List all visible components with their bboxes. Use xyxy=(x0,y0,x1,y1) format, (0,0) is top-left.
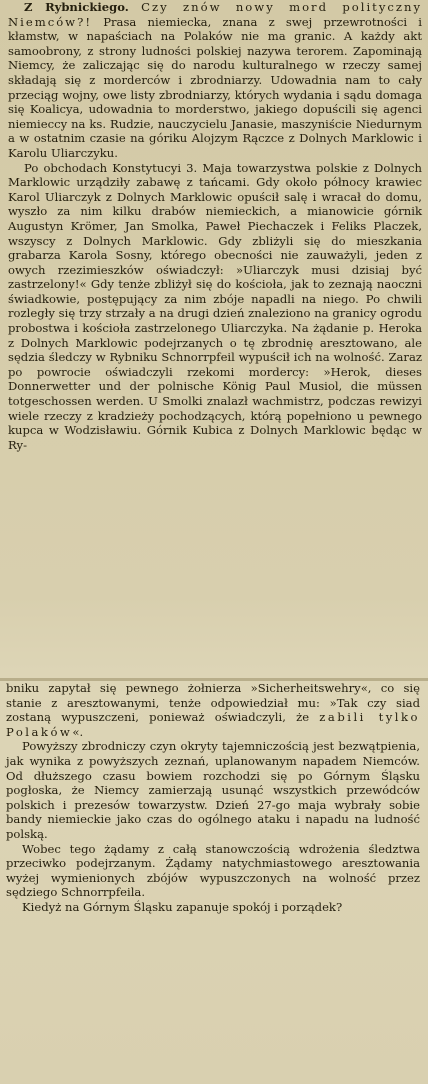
article-column-lower xyxy=(6,681,420,915)
article-spaced-quote: zabili tylko Polaków xyxy=(6,710,420,739)
article-paragraph-2-continued xyxy=(6,681,420,739)
article-paragraph-4: Wobec tego żądamy z całą stanowczością wdrożenia śledztwa przeciwko podejrzanym. Żądamy natychmiastowego aresztowania wyżej wymienionych zbójów wypuszczonych na wolność przez sędziego Schnorrpfeila. xyxy=(6,841,420,900)
article-paragraph-2-cont-text: bniku zapytał się pewnego żołnierza »Sicherheitswehry«, co się stanie z aresztowanymi, tenże odpowiedział mu: »Tak czy siad zostaną wypuszczeni, ponieważ oświadczyli, że xyxy=(6,681,420,725)
article-quote-end: «. xyxy=(72,724,84,739)
article-lead-question: Czy znów nowy mord polityczny Niemców?! xyxy=(8,0,423,29)
article-lead-heading: Z Rybnickiego. xyxy=(24,0,129,14)
article-paragraph-2: Po obchodach Konstytucyi 3. Maja towarzystwa polskie z Dolnych Marklowic urządziły zabawę z tańcami. Gdy około północy krawiec Karol Uliarczyk z Dolnych Marklowic opuścił salę i wracał do domu, wyszło za nim kilku drabów niemieckich, a mianowicie górnik Augustyn Krömer, Jan Smolka, Paweł Piechaczek i Feliks Placzek, wszyscy z Dolnych Marklowic. Gdy zbliżyli się do mieszkania grabarza Karola Sosny, którego obecności nie zauważyli, jeden z owych rzezimieszków oświadczył: »Uliarczyk musi dzisiaj być zastrzelony!« Gdy tenże zbliżył się do kościoła, jak to zeznają naoczni świadkowie, postępujący za nim zbóje napadli na niego. Po chwili rozległy się trzy strzały a na drugi dzień znaleziono na granicy ogrodu probostwa i kościoła zastrzelonego Uliarczyka. Na żądanie p. Heroka z Dolnych Marklowic podejrzanych o tę zbrodnię aresztowano, ale sędzia śledczy w Rybniku Schnorrpfeil wypuścił ich na wolność. Zaraz po powrocie oświadczyli rzekomi mordercy: »Herok, dieses Donnerwetter und der polnische König Paul Musiol, die müssen totgeschossen werden. U Smolki znalazł wachmistrz, podczas rewizyi wiele rzeczy z kradzieży pochodzących, którą popełniono u pewnego kupca w Wodzisławiu. Górnik Kubica z Dolnych Marklowic będąc w Ry- xyxy=(8,160,422,452)
article-paragraph-3: Powyższy zbrodniczy czyn okryty tajemniczością jest bezwątpienia, jak wynika z powyższych zeznań, uplanowanym napadem Niemców. Od dłuższego czasu bowiem rozchodzi się po Górnym Śląsku pogłoska, że Niemcy zamierzają usunąć wszystkich przewódców polskich i prezesów towarzystw. Dzień 27-go maja wybrały sobie bandy niemieckie jako czas do ogólnego ataku i napadu na ludność polską. xyxy=(6,739,420,841)
article-paragraph-1 xyxy=(8,0,422,161)
article-column-upper xyxy=(8,0,422,452)
article-paragraph-1-text: Prasa niemiecka, znana z swej przewrotności i kłamstw, w napaściach na Polaków nie ma granic. A każdy akt samoobrony, z strony ludności polskiej nazywa terorem. Zapominają Niemcy, że zaliczając się do narodu kulturalnego w rzeczy samej składają się z morderców i zbrodniarzy. Udowadnia nam to cały przeciąg wojny, owe listy zbrodniarzy, których wydania i sądu domaga się Koalicya, udowadnia to morderstwo, jakiego dopuścili się agenci niemieccy na ks. Rudzie, nauczycielu Janasie, maszyniście Niedurnym a w ostatnim czasie na góriku Alojzym Rączce z Dolnych Marklowic i Karolu Uliarczyku. xyxy=(8,14,423,160)
article-paragraph-5: Kiedyż na Górnym Śląsku zapanuje spokój i porządek? xyxy=(22,899,343,914)
